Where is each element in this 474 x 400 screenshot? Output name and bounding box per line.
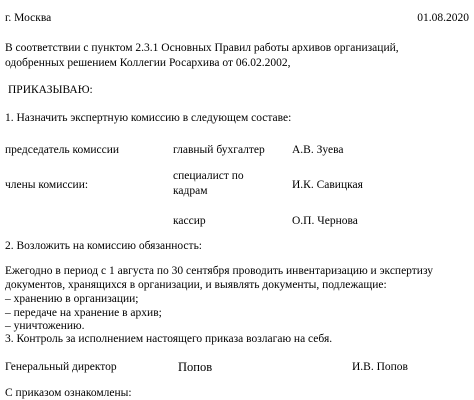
member-1-name: И.К. Савицкая [292,179,363,191]
signatory-position: Генеральный директор [5,361,117,373]
chair-role: председатель комиссии [5,144,120,156]
chair-position: главный бухгалтер [173,144,265,156]
duty-line-2: документов, хранящихся в организации, и выявлять документы, подлежащие: [5,279,387,291]
item-1-text: 1. Назначить экспертную комиссию в следующем составе: [5,112,292,124]
chair-name: А.В. Зуева [292,144,344,156]
member-2-name: О.П. Чернова [292,215,358,227]
signature-text: Попов [178,360,213,374]
document-date: 01.08.2020 [417,12,469,24]
duty-bullet-3: – уничтожению. [5,320,85,332]
city-label: г. Москва [5,12,52,24]
order-heading: ПРИКАЗЫВАЮ: [8,84,93,96]
preamble-line-2: одобренных решением Коллегии Росархива от 06.02.2002, [5,57,291,69]
member-2-position: кассир [173,215,206,227]
member-1-position-line-1: специалист по [173,170,244,182]
duty-line-1: Ежегодно в период с 1 августа по 30 сентября проводить инвентаризацию и экспертизу [5,265,434,277]
item-3-text: 3. Контроль за исполнением настоящего приказа возлагаю на себя. [5,333,333,345]
preamble-line-1: В соответствии с пунктом 2.3.1 Основных Правил работы архивов организаций, [5,42,399,54]
member-1-position-line-2: кадрам [173,185,208,197]
item-2-text: 2. Возложить на комиссию обязанность: [5,240,203,252]
signatory-name: И.В. Попов [352,361,408,373]
duty-bullet-1: – хранению в организации; [5,293,139,305]
members-role: члены комиссии: [5,179,89,191]
acquainted-label: С приказом ознакомлены: [5,387,132,399]
duty-bullet-2: – передаче на хранение в архив; [5,307,162,319]
